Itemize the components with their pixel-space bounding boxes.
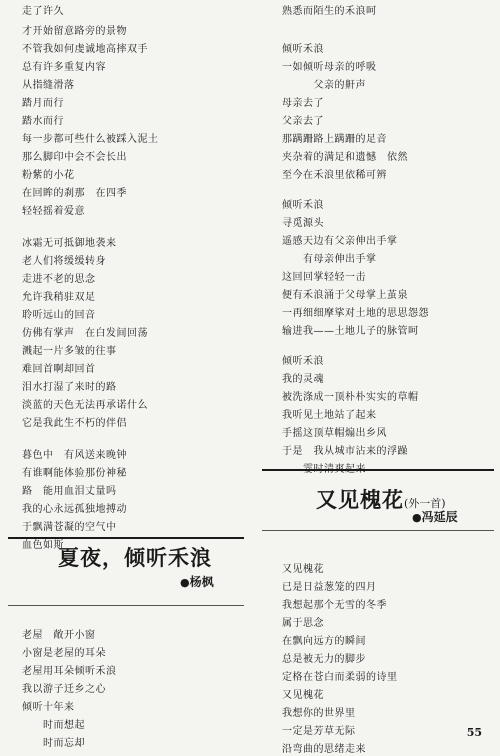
left_column-line: 老屋用耳朵倾听禾浪: [22, 666, 117, 677]
right_column-line: 我想起那个无雪的冬季: [282, 600, 387, 611]
right_column-line: 总是被无力的脚步: [282, 654, 366, 665]
poem2-top-rule: [262, 469, 494, 471]
right_column-line: 属于思念: [282, 618, 324, 629]
left_column-line: 泪水打湿了来时的路: [22, 382, 117, 393]
left_column-line: 时而忘却: [22, 738, 85, 749]
page-number: 55: [466, 726, 482, 739]
right_column-line: 被洗涤成一顶朴朴实实的草帽: [282, 392, 419, 403]
poem1-title: 夏夜，倾听禾浪: [58, 545, 212, 570]
left_column-line: 不管我如何虔诚地高摔双手: [22, 44, 148, 55]
right_column-line: 又见槐花: [282, 564, 324, 575]
right_column-line: 沿弯曲的思绪走来: [282, 744, 366, 755]
left_column-line: 冰霜无可抵御地袭来: [22, 238, 117, 249]
left_column-line: 路 能用血泪丈量吗: [22, 486, 117, 497]
left_column-line: 它是我此生不朽的伴侣: [22, 418, 127, 429]
poem1-top-rule: [8, 537, 244, 539]
bullet-icon: ●: [412, 511, 422, 524]
left_column-line: 在回眸的刹那 在四季: [22, 188, 127, 199]
right_column-line: 我的灵魂: [282, 374, 324, 385]
left_column-line: 仿佛有掌声 在白发间回荡: [22, 328, 148, 339]
right_column-line: 一再细细摩挲对土地的思思怨怨: [282, 308, 429, 319]
left_column-line: 溅起一片多皱的往事: [22, 346, 117, 357]
right_column-line: 倾听禾浪: [282, 356, 324, 367]
right_column-line: 输进我——土地儿子的脉管呵: [282, 326, 419, 337]
right_column-line: 至今在禾浪里依稀可辨: [282, 170, 387, 181]
right_column-line: 又见槐花: [282, 690, 324, 701]
poem2-subtitle: (外一首): [404, 497, 446, 510]
left_column-line: 我的心永远孤独地搏动: [22, 504, 127, 515]
right_column-line: 父亲的鼾声: [282, 80, 366, 91]
left_column-line: 时而想起: [22, 720, 85, 731]
left_column-line: 老屋 敞开小窗: [22, 630, 96, 641]
right_column-line: 倾听禾浪: [282, 200, 324, 211]
left_column-line: 走了许久: [22, 6, 64, 17]
right_column-line: 那蹒跚路上蹒跚的足音: [282, 134, 387, 145]
poem1-author: [180, 573, 214, 590]
right_column-line: 便有禾浪涌于父母掌上茧泉: [282, 290, 408, 301]
left_column-line: 允许我稍驻双足: [22, 292, 96, 303]
right_column-line: 倾听禾浪: [282, 44, 324, 55]
left_column-line: 粉紫的小花: [22, 170, 75, 181]
left_column-line: 血色如斯: [22, 540, 64, 551]
poem1-author-name: 杨枫: [189, 575, 214, 589]
left_column-line: 踏水而行: [22, 116, 64, 127]
right_column-line: 在飘向远方的瞬间: [282, 636, 366, 647]
left_column-line: 于飘满苍凝的空气中: [22, 522, 117, 533]
poem2-title-text: 又见槐花: [316, 487, 404, 512]
left_column-line: 踏月而行: [22, 98, 64, 109]
left_column-line: 总有许多重复内容: [22, 62, 106, 73]
right_column-line: 夹杂着的满足和遗憾 依然: [282, 152, 408, 163]
right_column-line: 遥感天边有父亲伸出手掌: [282, 236, 398, 247]
left-column: [22, 0, 252, 747]
right-column: [282, 0, 492, 755]
left_column-line: 轻轻摇着爱意: [22, 206, 85, 217]
left_column-line: 才开始留意路旁的景物: [22, 26, 127, 37]
left_column-line: 老人们将缓缓转身: [22, 256, 106, 267]
poem2-bottom-rule: [262, 530, 494, 531]
left_column-line: 难回首啊却回首: [22, 364, 96, 375]
left_column-line: 从指缝滑落: [22, 80, 75, 91]
left_column-line: 倾听十年来: [22, 702, 75, 713]
right_column-line: 定格在苍白而柔弱的诗里: [282, 672, 398, 683]
poem1-bottom-rule: [8, 605, 244, 606]
right_column-line: 一定是芳草无际: [282, 726, 356, 737]
right_column-line: 熟悉而陌生的禾浪呵: [282, 6, 377, 17]
right_column-line: 一如倾听母亲的呼吸: [282, 62, 377, 73]
poem2-author: [412, 508, 458, 525]
right_column-line: 手摇这顶草帽煽出乡风: [282, 428, 387, 439]
left_column-line: 走进不老的思念: [22, 274, 96, 285]
right_column-line: 有母亲伸出手掌: [282, 254, 377, 265]
right_column-line: 父亲去了: [282, 116, 324, 127]
left_column-line: 每一步都可些什么被踩入泥土: [22, 134, 159, 145]
left_column-line: 我以游子迁乡之心: [22, 684, 106, 695]
left_column-line: 暮色中 有风送来晚钟: [22, 450, 127, 461]
right_column-line: 已是日益葱笼的四月: [282, 582, 377, 593]
poem2-author-name: 冯延辰: [421, 510, 458, 524]
left_column-line: 那么脚印中会不会长出: [22, 152, 127, 163]
left_column-line: 有谁啊能体验那份神秘: [22, 468, 127, 479]
right_column-line: 我听见土地站了起来: [282, 410, 377, 421]
right_column-line: 母亲去了: [282, 98, 324, 109]
right_column-line: 寻觅源头: [282, 218, 324, 229]
left_column-line: 淡蓝的天色无法再承诺什么: [22, 400, 148, 411]
right_column-line: 我想你的世界里: [282, 708, 356, 719]
right_column-line: 于是 我从城市沾来的浮躁: [282, 446, 408, 457]
right_column-line: 这回回掌轻轻一击: [282, 272, 366, 283]
left_column-line: 聆听远山的回音: [22, 310, 96, 321]
bullet-icon: ●: [180, 576, 190, 589]
left_column-line: 小窗是老屋的耳朵: [22, 648, 106, 659]
